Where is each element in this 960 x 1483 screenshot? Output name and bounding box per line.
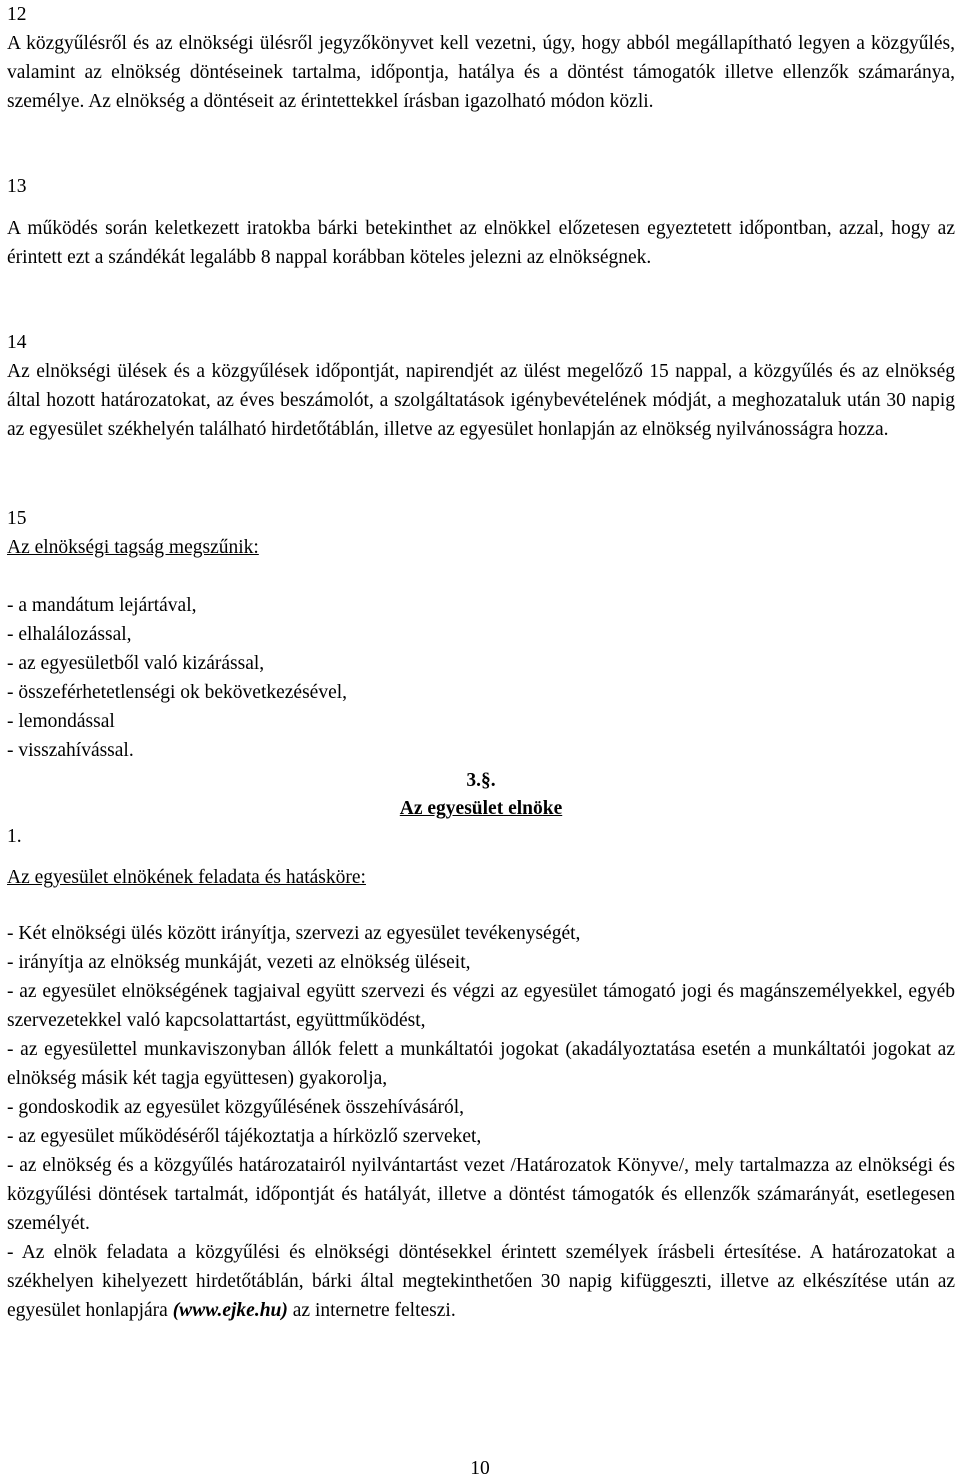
chapter-title-text: Az egyesület elnöke	[399, 798, 563, 819]
duties-list	[7, 919, 955, 1325]
section-number: 1.	[7, 826, 22, 847]
list-item: - lemondással	[7, 711, 115, 732]
list-item: - elhalálozással,	[7, 624, 132, 645]
website-link[interactable]: (www.ejke.hu)	[172, 1300, 288, 1321]
list-item: - visszahívással.	[7, 740, 134, 761]
section-12	[7, 0, 955, 116]
section-number: 14	[7, 332, 27, 353]
section-number: 15	[7, 508, 27, 529]
section-text: A működés során keletkezett iratokba bárki betekinthet az elnökkel előzetesen egyeztetett időpontban, azzal, hogy az érintett ezt a szándékát legalább 8 nappal korábban köteles jelezni az elnökségnek.	[7, 218, 955, 268]
section-number: 13	[7, 176, 27, 197]
page-number: 10	[470, 1458, 490, 1479]
section-heading: Az elnökségi tagság megszűnik:	[7, 537, 259, 558]
list-item: - az egyesület elnökségének tagjaival együtt szervezi és végzi az egyesület támogató jogi és magánszemélyekkel, egyéb szervezetekkel való kapcsolattartást, együttműködést,	[7, 981, 955, 1031]
list-item: - összeférhetetlenségi ok bekövetkezésével,	[7, 682, 348, 703]
section-13	[7, 172, 955, 272]
list-item: - az elnökség és a közgyűlés határozatairól nyilvántartást vezet /Határozatok Könyve/, mely tartalmazza az elnökségi és közgyűlési döntések tartalmát, időpontját és hatályát, illetve a döntést támogatók és ellenzők számarányát, esetlegesen személyét.	[7, 1155, 955, 1234]
chapter-title	[7, 794, 955, 823]
section-1	[7, 822, 955, 1325]
chapter-number: 3.§.	[466, 770, 496, 791]
list-item	[7, 1238, 955, 1325]
list-item: - a mandátum lejártával,	[7, 595, 197, 616]
list-item: - gondoskodik az egyesület közgyűlésének összehívásáról,	[7, 1097, 465, 1118]
section-15	[7, 504, 955, 765]
list-item: - az egyesület működéséről tájékoztatja a hírközlő szerveket,	[7, 1126, 482, 1147]
section-heading: Az egyesület elnökének feladata és hatásköre:	[7, 867, 366, 888]
section-number: 12	[7, 4, 27, 25]
list-item-text: - Az elnök feladata a közgyűlési és elnökségi döntésekkel érintett személyek írásbeli értesítése. A határozatokat a székhelyen kihelyezett hirdetőtáblán, bárki által megtekinthetően 30 napig kifüggeszti, illetve az elkészítése után az egyesület honlapjára	[7, 1242, 955, 1321]
list-item: - Két elnökségi ülés között irányítja, szervezi az egyesület tevékenységét,	[7, 923, 581, 944]
list-item: - irányítja az elnökség munkáját, vezeti az elnökség üléseit,	[7, 952, 471, 973]
termination-list	[7, 591, 955, 765]
list-item-text: az internetre felteszi.	[287, 1300, 456, 1321]
list-item: - az egyesülettel munkaviszonyban állók felett a munkáltatói jogokat (akadályoztatása esetén a munkáltatói jogokat az elnökség másik két tagja együttesen) gyakorolja,	[7, 1039, 955, 1089]
section-text: Az elnökségi ülések és a közgyűlések időpontját, napirendjét az ülést megelőző 15 nappal, a közgyűlés és az elnökség által hozott határozatokat, az éves beszámolót, a szolgáltatások igénybevételének módját, a meghozataluk után 30 napig az egyesület székhelyén található hirdetőtáblán, illetve az egyesület honlapján az elnökség nyilvánosságra hozza.	[7, 361, 955, 440]
section-text: A közgyűlésről és az elnökségi ülésről jegyzőkönyvet kell vezetni, úgy, hogy abból megállapítható legyen a közgyűlés, valamint az elnökség döntéseinek tartalma, időpontja, hatálya és a döntést támogatók illetve ellenzők számaránya, személye. Az elnökség a döntéseit az érintettekkel írásban igazolható módon közli.	[7, 33, 955, 112]
section-14	[7, 328, 955, 444]
list-item: - az egyesületből való kizárással,	[7, 653, 265, 674]
